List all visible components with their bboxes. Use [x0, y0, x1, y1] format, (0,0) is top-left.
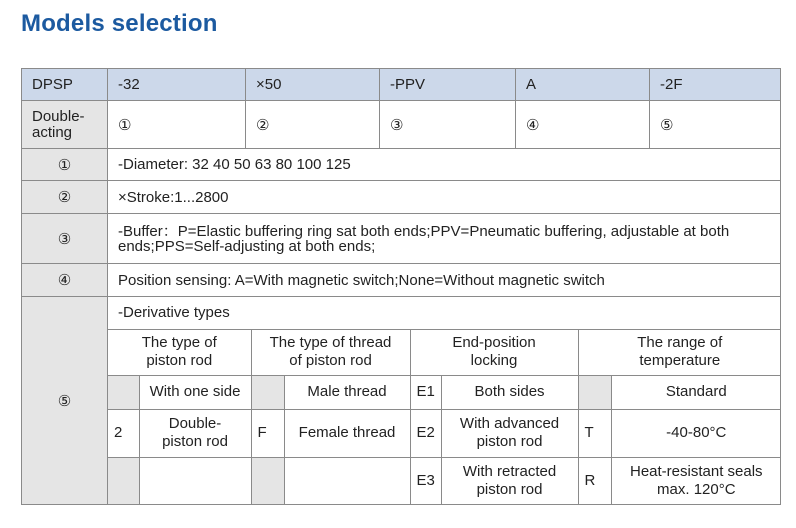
model-selection-table [21, 68, 781, 505]
stroke-code: ×50 [246, 69, 380, 101]
thread-type [284, 457, 410, 504]
header-end-locking: End-position locking [410, 330, 578, 375]
desc-row-3 [22, 214, 781, 264]
temperature-range: -40-80°C [611, 409, 781, 457]
desc-marker-1: ① [22, 149, 108, 181]
locking-type: With advanced piston rod [441, 409, 578, 457]
locking-code: E2 [410, 409, 441, 457]
marker-1: ① [108, 101, 246, 149]
desc-row-4 [22, 264, 781, 297]
locking-type: Both sides [441, 375, 578, 409]
rod-code [108, 375, 139, 409]
temperature-range: Heat-resistant seals max. 120°C [611, 457, 781, 504]
header-thread-type: The type of thread of piston rod [251, 330, 410, 375]
desc-row-2 [22, 181, 781, 214]
buffer-code: -PPV [380, 69, 516, 101]
rod-type: Double- piston rod [139, 409, 251, 457]
double-acting-label: Double- acting [22, 101, 108, 149]
locking-code: E3 [410, 457, 441, 504]
desc-buffer: -Buffer：P=Elastic buffering ring sat both ends;PPV=Pneumatic buffering, adjustable at both ends;PPS=Self-adjusting at both ends; [108, 214, 781, 264]
thread-code [251, 375, 284, 409]
desc-diameter: -Diameter: 32 40 50 63 80 100 125 [108, 149, 781, 181]
locking-code: E1 [410, 375, 441, 409]
derivative-row [108, 375, 781, 409]
header-rod-type: The type of piston rod [108, 330, 251, 375]
marker-5: ⑤ [650, 101, 781, 149]
header-temperature: The range of temperature [578, 330, 781, 375]
desc-marker-2: ② [22, 181, 108, 214]
desc-marker-4: ④ [22, 264, 108, 297]
marker-3: ③ [380, 101, 516, 149]
derivative-row [108, 457, 781, 504]
page-title: Models selection [21, 10, 218, 37]
desc-sensing: Position sensing: A=With magnetic switch;None=Without magnetic switch [108, 264, 781, 297]
temperature-code [578, 375, 611, 409]
rod-type [139, 457, 251, 504]
derivative-table [108, 330, 781, 504]
derivative-row [108, 409, 781, 457]
diameter-code: -32 [108, 69, 246, 101]
temperature-code: R [578, 457, 611, 504]
temperature-range: Standard [611, 375, 781, 409]
marker-4: ④ [516, 101, 650, 149]
rod-code [108, 457, 139, 504]
desc-row-5 [22, 297, 781, 505]
derivative-code: -2F [650, 69, 781, 101]
desc-stroke: ×Stroke:1...2800 [108, 181, 781, 214]
series-code: DPSP [22, 69, 108, 101]
derivative-title: -Derivative types [108, 297, 780, 330]
sensing-code: A [516, 69, 650, 101]
desc-row-1 [22, 149, 781, 181]
marker-row [22, 101, 781, 149]
desc-marker-5: ⑤ [22, 297, 108, 505]
derivative-cell [108, 297, 781, 505]
thread-type: Male thread [284, 375, 410, 409]
derivative-header-row [108, 330, 781, 375]
code-header-row [22, 69, 781, 101]
thread-code: F [251, 409, 284, 457]
desc-marker-3: ③ [22, 214, 108, 264]
temperature-code: T [578, 409, 611, 457]
rod-code: 2 [108, 409, 139, 457]
thread-code [251, 457, 284, 504]
thread-type: Female thread [284, 409, 410, 457]
rod-type: With one side [139, 375, 251, 409]
marker-2: ② [246, 101, 380, 149]
locking-type: With retracted piston rod [441, 457, 578, 504]
